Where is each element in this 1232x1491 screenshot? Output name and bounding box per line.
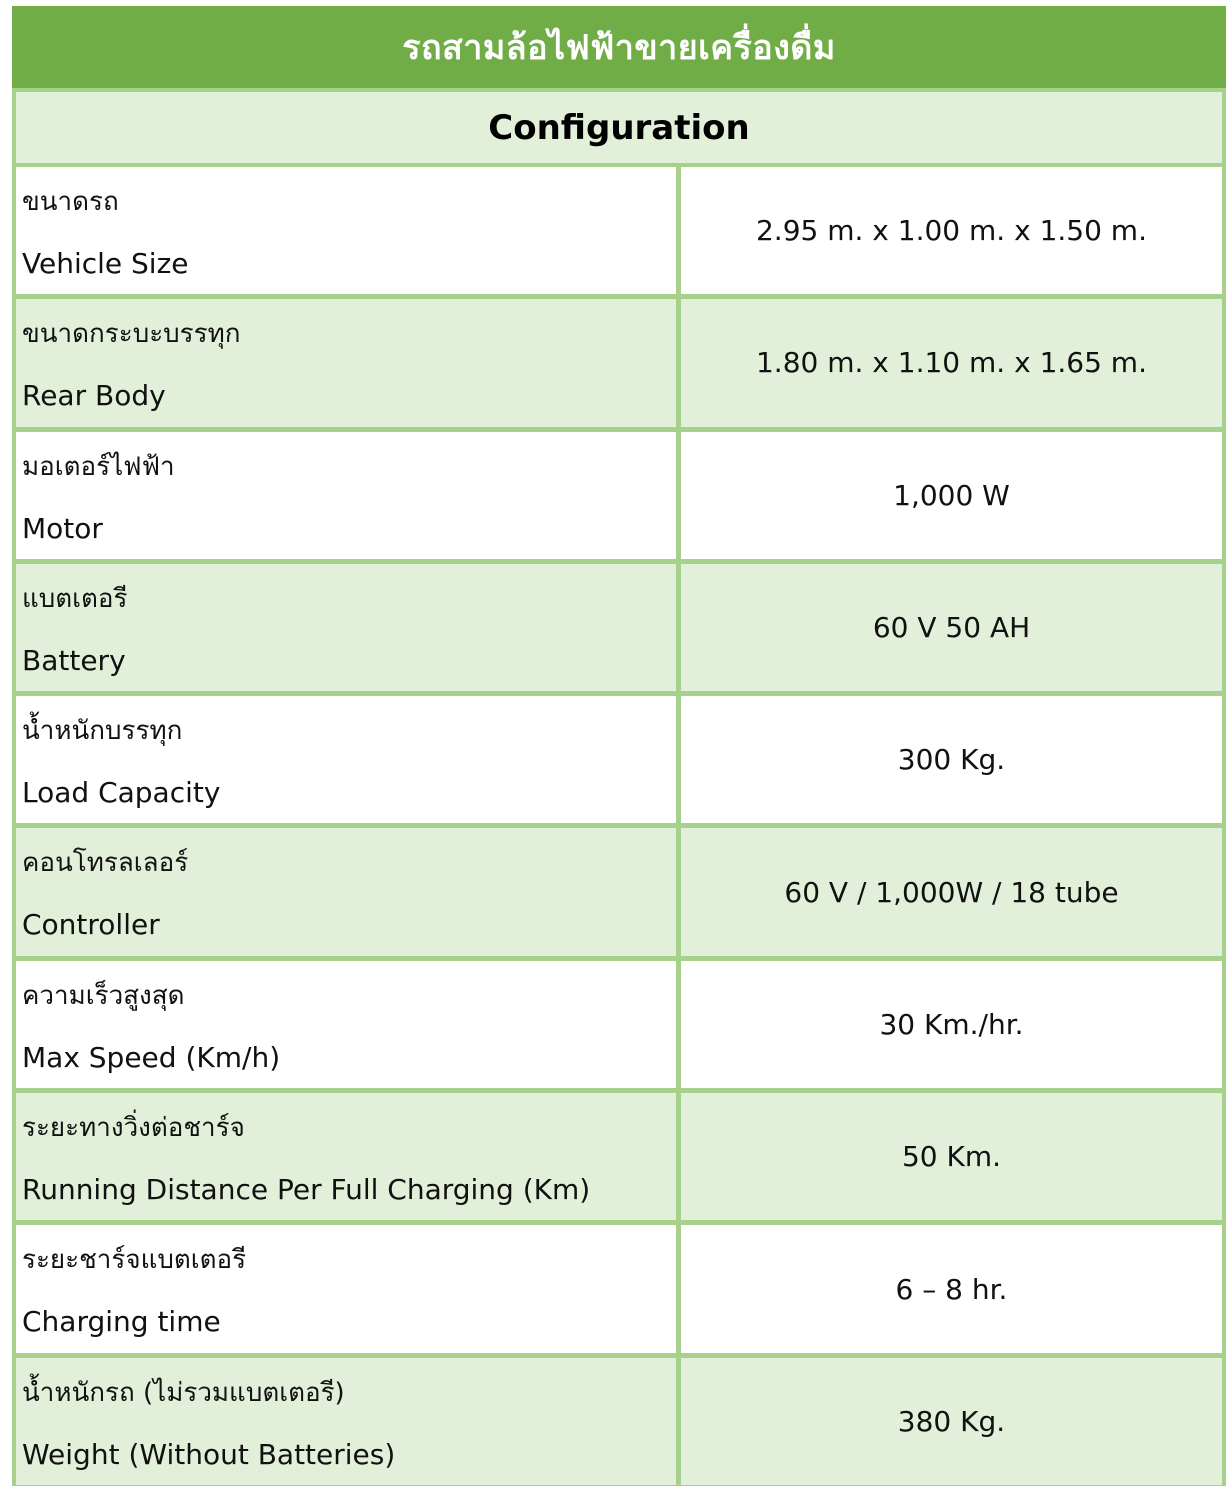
spec-label-cell (16, 432, 676, 559)
table-row (12, 428, 1226, 560)
table-title: รถสามล้อไฟฟ้าขายเครื่องดื่ม (12, 6, 1226, 88)
spec-value: 60 V / 1,000W / 18 tube (681, 828, 1222, 955)
spec-label-cell (16, 961, 676, 1088)
spec-table (12, 6, 1226, 1486)
table-row (12, 692, 1226, 824)
spec-label-thai: น้ำหนักบรรทุก (22, 716, 183, 747)
table-row (12, 1221, 1226, 1353)
spec-label-english: Weight (Without Batteries) (22, 1437, 396, 1471)
spec-value: 50 Km. (681, 1093, 1222, 1220)
spec-label-thai: ความเร็วสูงสุด (22, 980, 185, 1011)
table-row (12, 560, 1226, 692)
spec-label-english: Rear Body (22, 379, 166, 413)
spec-value: 30 Km./hr. (681, 961, 1222, 1088)
spec-label-cell (16, 299, 676, 426)
table-row (12, 295, 1226, 427)
spec-label-cell (16, 1093, 676, 1220)
spec-label-thai: น้ำหนักรถ (ไม่รวมแบตเตอรี) (22, 1377, 345, 1408)
spec-label-thai: แบตเตอรี (22, 583, 128, 614)
spec-label-english: Charging time (22, 1305, 221, 1339)
table-row (12, 1354, 1226, 1486)
table-row (12, 957, 1226, 1089)
spec-value: 6 – 8 hr. (681, 1225, 1222, 1352)
spec-value: 1,000 W (681, 432, 1222, 559)
spec-label-english: Controller (22, 908, 160, 942)
spec-label-thai: ขนาดกระบะบรรทุก (22, 319, 241, 350)
table-row (12, 1089, 1226, 1221)
spec-label-cell (16, 564, 676, 691)
spec-label-thai: ระยะทางวิ่งต่อชาร์จ (22, 1113, 245, 1144)
spec-label-cell (16, 1225, 676, 1352)
spec-value: 300 Kg. (681, 696, 1222, 823)
spec-label-english: Running Distance Per Full Charging (Km) (22, 1173, 591, 1207)
spec-label-cell (16, 1358, 676, 1485)
spec-label-english: Battery (22, 643, 126, 677)
table-row (12, 824, 1226, 956)
spec-rows (12, 163, 1226, 1486)
table-row (12, 163, 1226, 295)
spec-label-thai: ขนาดรถ (22, 187, 119, 217)
spec-label-english: Vehicle Size (22, 247, 189, 280)
spec-value: 1.80 m. x 1.10 m. x 1.65 m. (681, 299, 1222, 426)
spec-value: 380 Kg. (681, 1358, 1222, 1485)
spec-label-english: Motor (22, 511, 103, 545)
spec-label-english: Load Capacity (22, 776, 221, 810)
section-heading: Configuration (16, 92, 1222, 163)
spec-label-thai: ระยะชาร์จแบตเตอรี (22, 1245, 247, 1276)
spec-label-cell (16, 828, 676, 955)
spec-label-thai: มอเตอร์ไฟฟ้า (22, 451, 175, 482)
spec-value: 60 V 50 AH (681, 564, 1222, 691)
spec-label-cell (16, 167, 676, 294)
spec-label-thai: คอนโทรลเลอร์ (22, 848, 189, 879)
spec-label-english: Max Speed (Km/h) (22, 1040, 281, 1074)
spec-label-cell (16, 696, 676, 823)
spec-value: 2.95 m. x 1.00 m. x 1.50 m. (681, 167, 1222, 294)
